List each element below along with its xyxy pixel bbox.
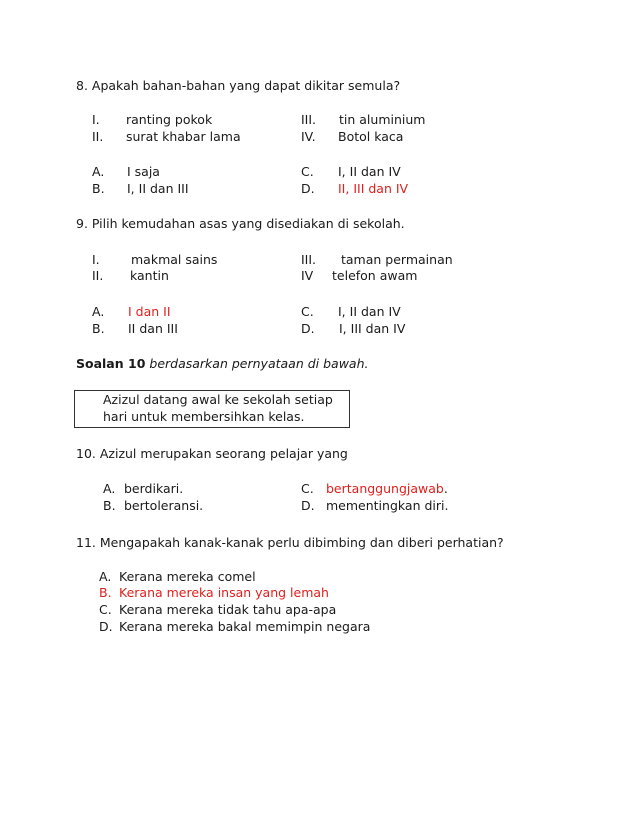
q9-item-text: kantin	[130, 268, 169, 283]
q8-item-num: IV.	[301, 129, 316, 144]
q9-item-num: II.	[92, 268, 104, 283]
q8-option-text: I, II dan IV	[338, 164, 401, 179]
q9-item-num: IV	[301, 268, 314, 283]
q10-option-text: bertoleransi.	[124, 498, 204, 513]
q9-answer-option-text: I dan II	[128, 304, 171, 319]
q9-item-text: taman permainan	[341, 252, 453, 267]
q9-item-text: makmal sains	[131, 252, 218, 267]
stimulus-line: hari untuk membersihkan kelas.	[103, 409, 305, 424]
q10-option-letter: D.	[301, 498, 315, 513]
q8-option-letter: B.	[92, 181, 105, 196]
q10-option-letter: C.	[301, 481, 314, 496]
q11-option-text: Kerana mereka tidak tahu apa-apa	[119, 602, 337, 617]
q8-option-text: I, II dan III	[127, 181, 189, 196]
q11-option-letter: D.	[99, 619, 113, 634]
question-10: 10. Azizul merupakan seorang pelajar yang	[76, 446, 348, 461]
q9-item-num: I.	[92, 252, 100, 267]
stimulus-instruction	[76, 356, 368, 372]
q11-option-letter: C.	[99, 602, 112, 617]
q8-item-text: surat khabar lama	[126, 129, 241, 144]
stimulus-label-italic: berdasarkan pernyataan di bawah.	[149, 356, 369, 371]
q8-option-letter: C.	[301, 164, 314, 179]
q11-option-letter: A.	[99, 569, 112, 584]
q9-option-letter: C.	[301, 304, 314, 319]
question-8: 8. Apakah bahan-bahan yang dapat dikitar semula?	[76, 78, 401, 93]
q9-item-num: III.	[301, 252, 317, 267]
q9-option-letter: A.	[92, 304, 105, 319]
q10-answer-option-text: bertanggungjawab	[326, 481, 444, 496]
q9-option-text: II dan III	[128, 321, 178, 336]
q9-option-letter: B.	[92, 321, 105, 336]
q9-item-text: telefon awam	[332, 268, 418, 283]
q11-answer-option-text: Kerana mereka insan yang lemah	[119, 585, 329, 600]
q11-option-text: Kerana mereka bakal memimpin negara	[119, 619, 371, 634]
stimulus-line: Azizul datang awal ke sekolah setiap	[103, 392, 333, 407]
q9-option-text: I, II dan IV	[338, 304, 401, 319]
q11-option-text: Kerana mereka comel	[119, 569, 256, 584]
q9-option-text: I, III dan IV	[339, 321, 406, 336]
q8-item-text: ranting pokok	[126, 112, 213, 127]
q8-item-num: III.	[301, 112, 317, 127]
stimulus-label-bold: Soalan 10	[76, 356, 146, 371]
q10-option-letter: B.	[103, 498, 116, 513]
q8-item-text: tin aluminium	[339, 112, 426, 127]
q10-answer-option	[326, 481, 448, 497]
q10-answer-option-suffix: .	[443, 481, 448, 496]
q10-option-text: berdikari.	[124, 481, 184, 496]
q8-option-letter: D.	[301, 181, 315, 196]
q8-option-text: I saja	[127, 164, 160, 179]
q10-option-letter: A.	[103, 481, 116, 496]
question-11: 11. Mengapakah kanak-kanak perlu dibimbing dan diberi perhatian?	[76, 535, 504, 550]
q9-option-letter: D.	[301, 321, 315, 336]
q8-item-num: I.	[92, 112, 100, 127]
q8-answer-option-text: II, III dan IV	[338, 181, 409, 196]
q11-answer-option-letter: B.	[99, 585, 112, 600]
q8-item-num: II.	[92, 129, 104, 144]
q10-option-text: mementingkan diri.	[326, 498, 449, 513]
q8-item-text: Botol kaca	[338, 129, 404, 144]
q8-option-letter: A.	[92, 164, 105, 179]
question-9: 9. Pilih kemudahan asas yang disediakan di sekolah.	[76, 216, 405, 231]
